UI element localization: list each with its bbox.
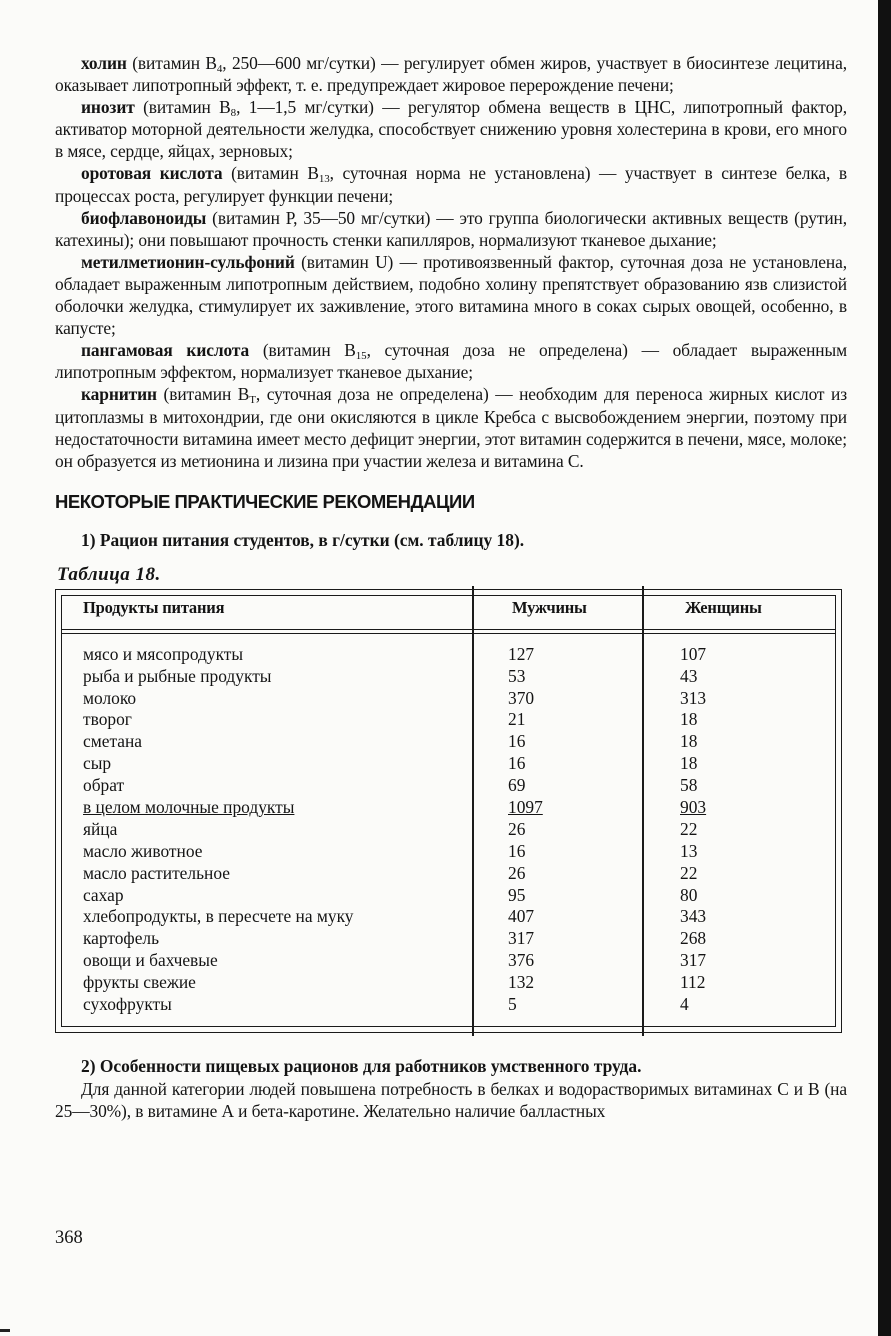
vitamin-description: , суточная норма не установлена) — участвует в синтезе белка, в процессах роста, регулирует функции печени; (55, 163, 848, 206)
women-value-cell: 107 (680, 643, 707, 664)
women-value-cell: 58 (680, 775, 698, 796)
product-name-cell: хлебопродукты, в пересчете на муку (83, 906, 354, 927)
women-value-cell: 268 (680, 928, 707, 949)
vitamin-term: биофлавоноиды (81, 207, 207, 228)
product-name-cell: творог (83, 709, 132, 730)
vitamin-entry (55, 339, 847, 383)
men-value-cell: 127 (508, 643, 535, 664)
vitamin-description: , суточная доза не определена) — обладает выраженным липотропным эффектом, нормализует тканевое дыхание; (55, 340, 848, 383)
table-body (56, 644, 841, 1016)
vitamin-term: пангамовая кислота (81, 340, 250, 361)
product-name-cell: сахар (83, 884, 124, 905)
product-name-cell: сметана (83, 731, 142, 752)
vitamin-entry (55, 162, 847, 206)
men-value-cell: 370 (508, 687, 535, 708)
vitamin-description: (витамин В (222, 163, 319, 184)
vitamin-description: , 1—1,5 мг/сутки) — регулятор обмена веществ в ЦНС, липотропный фактор, активатор моторной деятельности желудка, способствует снижению уровня холестерина в крови, его много в мясе, сердце, яйцах, зерновых; (55, 97, 848, 162)
table-row (56, 885, 841, 907)
product-name-cell: сухофрукты (83, 994, 172, 1015)
vitamin-term: метилметионин-сульфоний (81, 251, 295, 272)
page-binding-gap (868, 0, 878, 1336)
product-name-cell: рыба и рыбные продукты (83, 665, 272, 686)
vitamin-description: (витамин В (126, 53, 217, 73)
product-name-cell: масло животное (83, 840, 203, 861)
men-value-cell: 376 (508, 950, 535, 971)
product-name-cell: яйца (83, 818, 118, 839)
women-value-cell: 317 (680, 950, 707, 971)
women-value-cell: 22 (680, 862, 698, 883)
closing-paragraph: Для данной категории людей повышена потребность в белках и водорастворимых витаминах С и В (на 25—30%), в витамине А и бета-каротине. Желательно наличие балластных (55, 1078, 847, 1121)
vitamin-entries (55, 52, 847, 472)
women-value-cell: 80 (680, 884, 698, 905)
vitamin-term: холин (81, 53, 127, 73)
table-row (56, 709, 841, 731)
women-value-cell: 313 (680, 687, 707, 708)
men-value-cell: 26 (508, 818, 526, 839)
page-content (55, 52, 847, 1122)
men-value-cell: 21 (508, 709, 526, 730)
vitamin-entry (55, 52, 847, 96)
vitamin-entry (55, 383, 847, 471)
women-value-cell: 22 (680, 818, 698, 839)
product-name-cell: обрат (83, 775, 125, 796)
table-row (56, 775, 841, 797)
women-value-cell: 903 (680, 797, 707, 818)
men-value-cell: 5 (508, 994, 517, 1015)
table-row (56, 644, 841, 666)
table-row (56, 906, 841, 928)
table-row (56, 863, 841, 885)
women-value-cell: 4 (680, 994, 689, 1015)
header-products: Продукты питания (83, 597, 225, 617)
vitamin-description: (витамин Р, 35—50 мг/сутки) — это группа биологически активных веществ (рутин, катехины); они повышают прочность стенки капилляров, нормализуют тканевое дыхание; (55, 207, 847, 250)
product-name-cell: мясо и мясопродукты (83, 643, 244, 664)
table-caption: Таблица 18. (57, 563, 161, 585)
women-value-cell: 18 (680, 709, 698, 730)
men-value-cell: 16 (508, 840, 526, 861)
crop-mark (0, 1329, 10, 1332)
men-value-cell: 53 (508, 665, 526, 686)
women-value-cell: 343 (680, 906, 707, 927)
vitamin-description: (витамин В (249, 340, 356, 361)
men-value-cell: 1097 (508, 797, 543, 818)
men-value-cell: 69 (508, 775, 526, 796)
table-total-row (56, 797, 841, 819)
vitamin-entry (55, 207, 847, 251)
vitamin-term: оротовая кислота (81, 163, 223, 184)
header-rule (61, 629, 836, 630)
product-name-cell: картофель (83, 928, 160, 949)
page-number: 368 (55, 1228, 83, 1248)
table-row (56, 666, 841, 688)
women-value-cell: 112 (680, 972, 706, 993)
table-row (56, 819, 841, 841)
vitamin-subscript: 15 (355, 350, 367, 363)
vitamin-description: , 250—600 мг/сутки) — регулирует обмен жиров, участвует в биосинтезе лецитина, оказывает липотропный эффект, т. е. предупреждает жировое перерождение печени; (55, 53, 847, 96)
men-value-cell: 16 (508, 753, 526, 774)
vitamin-description: (витамин В (134, 97, 231, 118)
table-row (56, 928, 841, 950)
mental-workers-subheading: 2) Особенности пищевых рационов для работников умственного труда. (81, 1055, 642, 1076)
header-rule (61, 633, 836, 634)
product-name-cell: фрукты свежие (83, 972, 196, 993)
student-diet-subheading: 1) Рацион питания студентов, в г/сутки (см. таблицу 18). (81, 529, 525, 550)
women-value-cell: 18 (680, 753, 698, 774)
header-women: Женщины (685, 597, 762, 617)
vitamin-description: , суточная доза не определена) — необходим для переноса жирных кислот из цитоплазмы в митохондрии, где они окисляются в цикле Кребса с высвобождением энергии, поэтому при недостаточности витамина имеет место дефицит энергии, этот витамин содержится в печени, мясе, молоке; он образуется из метионина и лизина при участии железа и витамина С. (55, 384, 847, 471)
vitamin-subscript: 13 (318, 173, 330, 186)
table-row (56, 950, 841, 972)
women-value-cell: 43 (680, 665, 698, 686)
product-name-cell: масло растительное (83, 862, 230, 883)
table-row (56, 731, 841, 753)
table-row (56, 841, 841, 863)
table-row (56, 688, 841, 710)
men-value-cell: 95 (508, 884, 526, 905)
women-value-cell: 13 (680, 840, 698, 861)
product-name-cell: в целом молочные продукты (83, 797, 295, 818)
vitamin-term: инозит (81, 97, 135, 118)
men-value-cell: 407 (508, 906, 535, 927)
vitamin-subscript: Т (249, 394, 256, 407)
men-value-cell: 132 (508, 972, 535, 993)
men-value-cell: 26 (508, 862, 526, 883)
product-name-cell: молоко (83, 687, 137, 708)
section-heading: НЕКОТОРЫЕ ПРАКТИЧЕСКИЕ РЕКОМЕНДАЦИИ (55, 490, 475, 512)
women-value-cell: 18 (680, 731, 698, 752)
vitamin-term: карнитин (81, 384, 157, 405)
table-row (56, 753, 841, 775)
vitamin-description: (витамин U) — противоязвенный фактор, суточная доза не установлена, обладает выраженным липотропным действием, подобно холину препятствует образованию язв слизистой оболочки желудка, стимулирует их заживление, этого витамина много в соках сырых овощей, особенно, в капусте; (55, 251, 847, 339)
vitamin-entry (55, 251, 847, 339)
product-name-cell: овощи и бахчевые (83, 950, 218, 971)
vitamin-subscript: 4 (216, 63, 223, 75)
vitamin-entry (55, 96, 847, 162)
vitamin-subscript: 8 (230, 107, 237, 120)
men-value-cell: 317 (508, 928, 535, 949)
vitamin-description: (витамин В (156, 384, 250, 405)
men-value-cell: 16 (508, 731, 526, 752)
header-men: Мужчины (512, 597, 587, 617)
table-row (56, 994, 841, 1016)
page-binding-edge (878, 0, 891, 1336)
diet-table (55, 589, 842, 1033)
product-name-cell: сыр (83, 753, 112, 774)
table-row (56, 972, 841, 994)
